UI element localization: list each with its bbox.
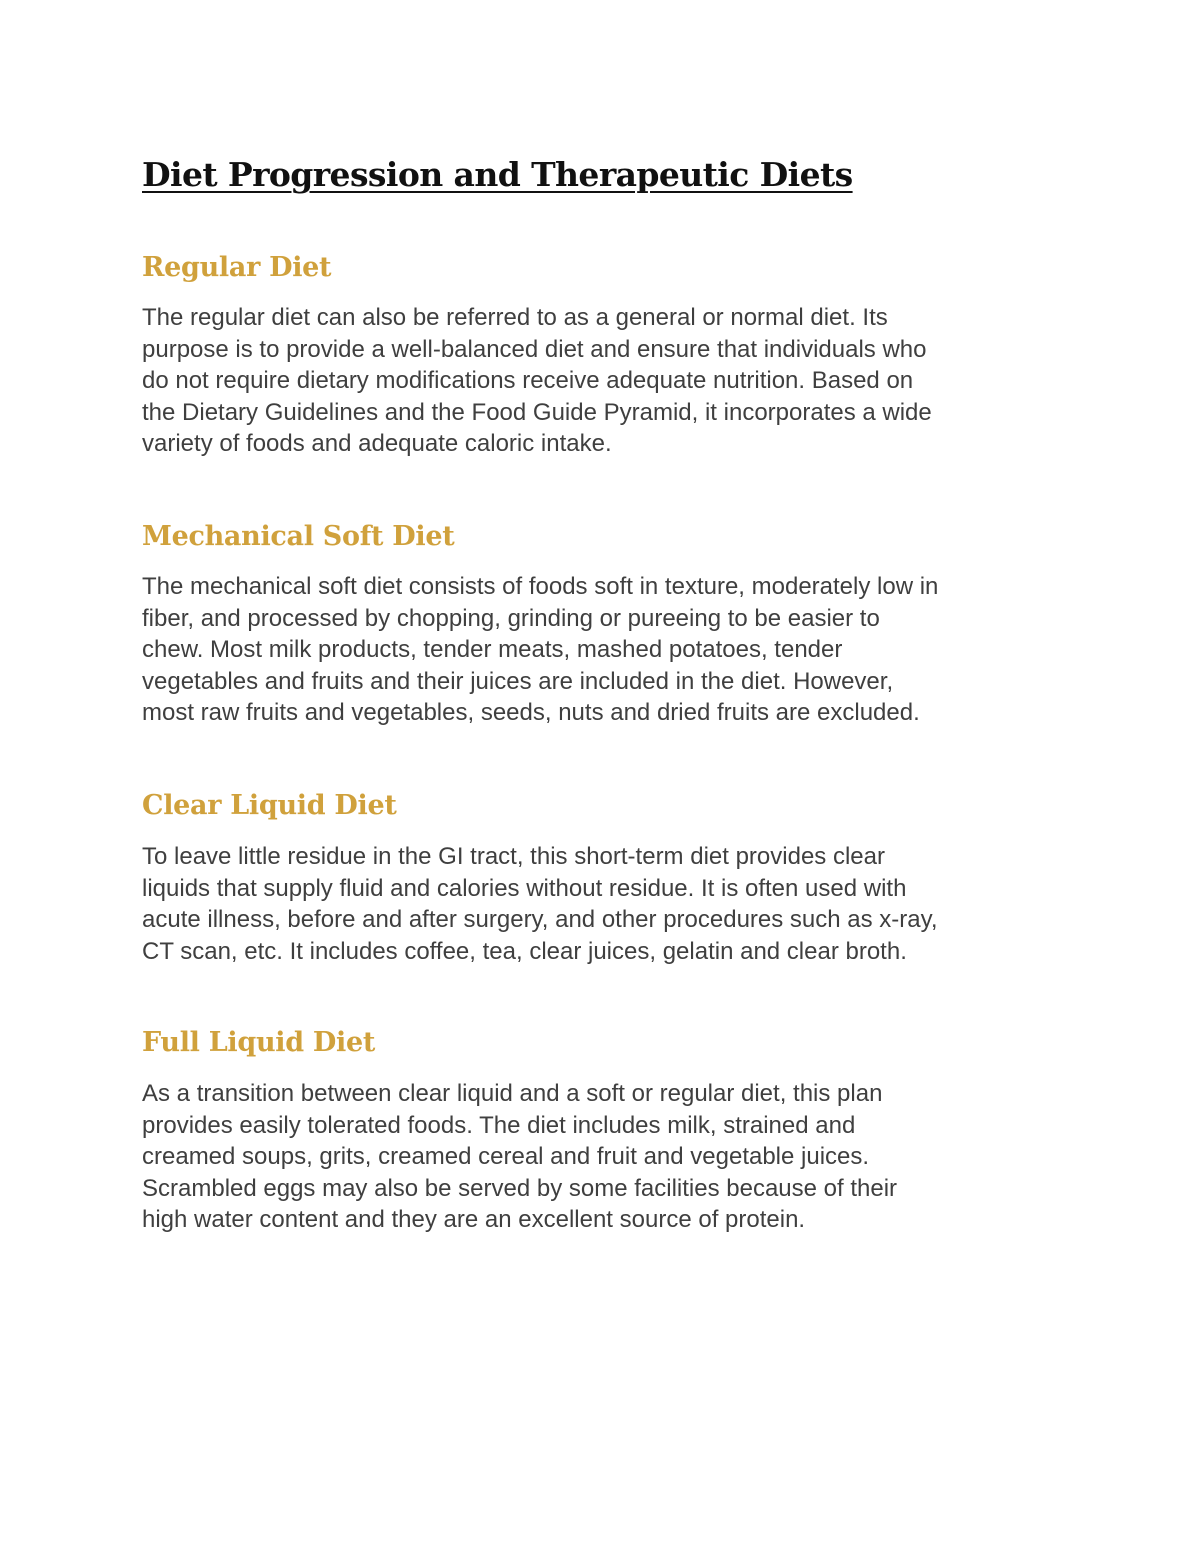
text-line: provides easily tolerated foods. The diet includes milk, strained and (142, 1111, 856, 1139)
section-text-clear-liquid-diet (142, 841, 1067, 967)
text-line: The regular diet can also be referred to as a general or normal diet. Its (142, 304, 888, 331)
section-heading-full-liquid-diet: Full Liquid Diet (142, 1027, 376, 1058)
text-line: variety of foods and adequate caloric intake. (142, 430, 612, 457)
text-line: high water content and they are an excellent source of protein. (142, 1206, 806, 1233)
text-line: As a transition between clear liquid and a soft or regular diet, this plan (142, 1080, 883, 1107)
section-text-regular-diet (142, 302, 1067, 460)
text-line: purpose is to provide a well-balanced diet and ensure that individuals who (142, 335, 927, 363)
text-line: The mechanical soft diet consists of foods soft in texture, moderately low in (142, 573, 939, 600)
section-heading-clear-liquid-diet: Clear Liquid Diet (142, 790, 397, 821)
text-line: liquids that supply fluid and calories without residue. It is often used with (142, 874, 907, 902)
section-text-mechanical-soft-diet (142, 571, 1067, 729)
text-line: chew. Most milk products, tender meats, mashed potatoes, tender (142, 636, 843, 663)
text-line: fiber, and processed by chopping, grinding or pureeing to be easier to (142, 604, 880, 632)
text-line: creamed soups, grits, creamed cereal and fruit and vegetable juices. (142, 1143, 870, 1170)
section-text-full-liquid-diet (142, 1078, 1067, 1236)
section-heading-mechanical-soft-diet: Mechanical Soft Diet (142, 521, 455, 552)
text-line: Scrambled eggs may also be served by some facilities because of their (142, 1174, 898, 1202)
text-line: do not require dietary modifications receive adequate nutrition. Based on (142, 367, 914, 394)
page-title: Diet Progression and Therapeutic Diets (142, 155, 853, 194)
text-line: CT scan, etc. It includes coffee, tea, clear juices, gelatin and clear broth. (142, 937, 907, 965)
text-line: most raw fruits and vegetables, seeds, nuts and dried fruits are excluded. (142, 699, 920, 726)
text-line: To leave little residue in the GI tract, this short-term diet provides clear (142, 843, 885, 870)
section-heading-regular-diet: Regular Diet (142, 252, 332, 283)
text-line: acute illness, before and after surgery, and other procedures such as x-ray, (142, 906, 938, 933)
text-line: vegetables and fruits and their juices are included in the diet. However, (142, 667, 894, 695)
text-line: the Dietary Guidelines and the Food Guide Pyramid, it incorporates a wide (142, 398, 932, 426)
